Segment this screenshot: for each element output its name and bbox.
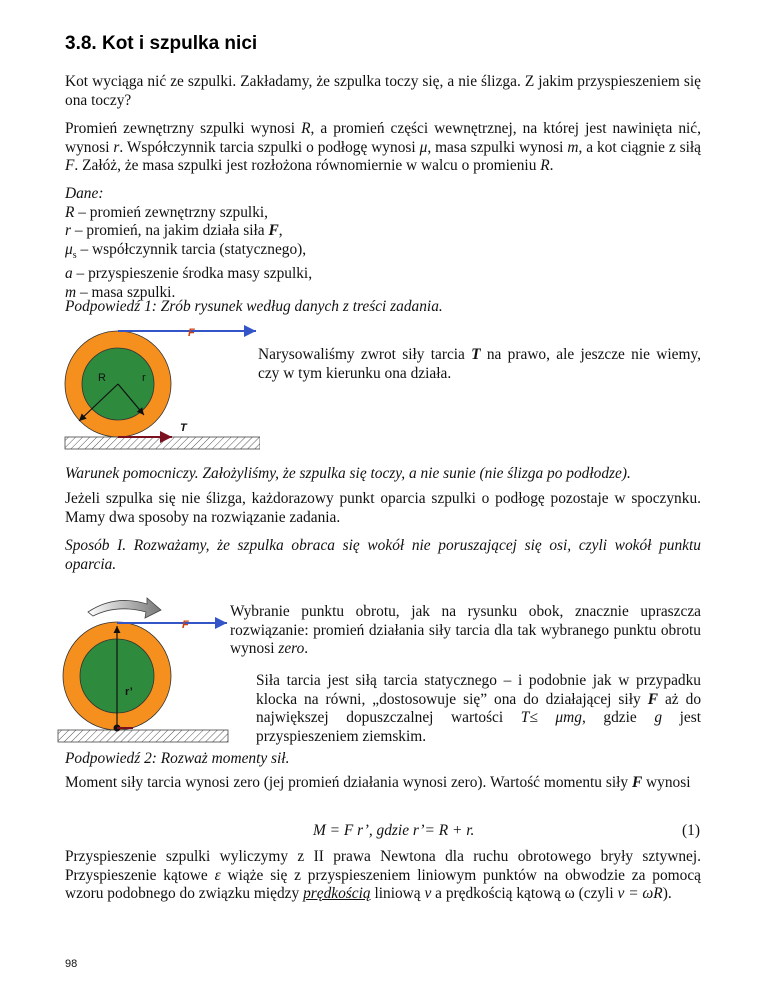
given-item: m – masa szpulki. (65, 283, 176, 301)
hint-1: Podpowiedź 1: Zrób rysunek według danych z treści zadania. (65, 298, 443, 315)
page-number: 98 (65, 958, 78, 970)
figure1-caption: Narysowaliśmy zwrot siły tarcia T na prawo, ale jeszcze nie wiemy, czy w tym kierunku ona działa. (258, 346, 701, 382)
figure2-text-1: Wybranie punktu obrotu, jak na rysunku obok, znacznie upraszcza rozwiązanie: promień działania siły tarcia dla tak wybranego punktu obrotu wynosi zero. (230, 603, 701, 657)
auxiliary-condition: Warunek pomocniczy. Założyliśmy, że szpulka się toczy, a nie sunie (nie ślizga po podłodze). (65, 465, 631, 482)
floor-2 (58, 730, 228, 742)
moment-text: Moment siły tarcia wynosi zero (jej promień działania wynosi zero). Wartość momentu siły F wynosi (65, 774, 691, 791)
auxiliary-text: Jeżeli szpulka się nie ślizga, każdorazowy punkt oparcia szpulki o podłogę pozostaje w spoczynku. Mamy dwa sposoby na rozwiązanie zadania. (65, 490, 701, 526)
label-F-2: F (182, 619, 189, 631)
method-1: Sposób I. Rozważamy, że szpulka obraca się wokół nie poruszającej się osi, czyli wokół punktu oparcia. (65, 537, 701, 573)
final-paragraph: Przyspieszenie szpulki wyliczymy z II prawa Newtona dla ruchu obrotowego bryły sztywnej. Przyspieszenie kątowe ε wiąże się z przyspieszeniem liniowym punktów na obwodzie za pomocą wzoru podobnego do związku między prędkością liniową v a prędkością kątową ω (czyli v = ωR). (65, 848, 701, 902)
figure-pivot-point (55, 588, 230, 748)
equation-number: (1) (682, 822, 700, 839)
given-heading: Dane: (65, 185, 104, 202)
label-T: T (180, 422, 187, 434)
section-title: 3.8. Kot i szpulka nici (65, 33, 258, 54)
label-F: F (188, 327, 195, 339)
label-R: R (98, 372, 106, 384)
intro-paragraph-2: Promień zewnętrzny szpulki wynosi R, a promień części wewnętrznej, na której jest nawinięta nić, wynosi r. Współczynnik tarcia szpulki o podłogę wynosi μ, masa szpulki wynosi m, a kot ciągnie z siłą F. Załóż, że masa szpulki jest rozłożona równomiernie w walcu o promieniu R. (65, 120, 701, 174)
intro-paragraph-1: Kot wyciąga nić ze szpulki. Zakładamy, że szpulka toczy się, a nie ślizga. Z jakim przyspieszeniem się ona toczy? (65, 73, 701, 109)
given-list (65, 185, 701, 302)
figure2-text-2: Siła tarcia jest siłą tarcia statycznego – i podobnie jak w przypadku klocka na równi, „dostosowuje się” ona do działającej siły F aż do największej dopuszczalnej wartości T≤ μmg, gdzie g jest przyspieszeniem ziemskim. (256, 672, 702, 745)
hint-2: Podpowiedź 2: Rozważ momenty sił. (65, 750, 290, 767)
given-item: R – promień zewnętrzny szpulki, (65, 203, 269, 221)
given-item: $\mu_s$ – współczynnik tarcia (statycznego), (65, 240, 307, 261)
given-item: a – przyspieszenie środka masy szpulki, (65, 265, 313, 283)
given-item: r – promień, na jakim działa siła F, (65, 222, 283, 239)
floor (65, 437, 260, 449)
label-r-prime: r’ (125, 686, 133, 698)
figure-spool-forces (60, 318, 260, 453)
rotation-arrow-icon (88, 598, 161, 618)
label-r: r (142, 372, 146, 384)
equation: M = F r’, gdzie r’= R + r. (313, 822, 475, 839)
